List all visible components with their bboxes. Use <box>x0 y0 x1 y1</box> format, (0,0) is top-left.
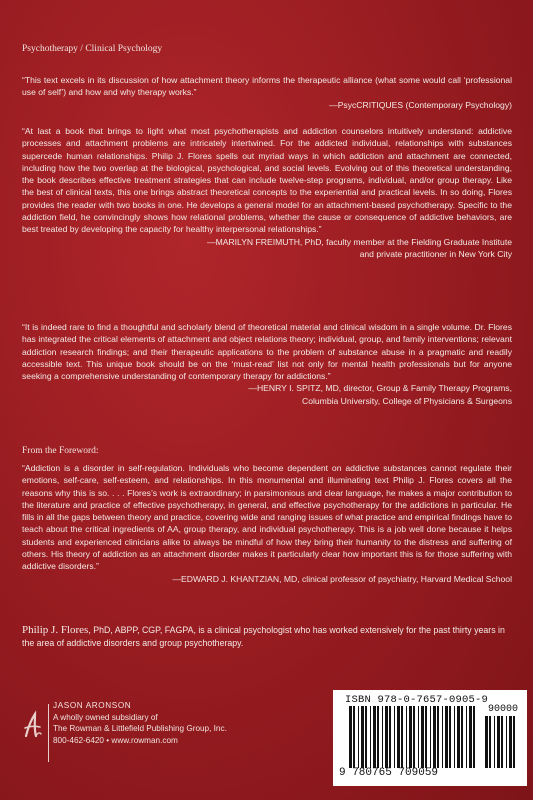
barcode-bar <box>433 706 436 768</box>
barcode-bar <box>382 706 383 768</box>
barcode-bar <box>489 716 491 768</box>
barcode-bar <box>385 706 388 768</box>
review-text: “At last a book that brings to light what most psychotherapists and addiction counselors intuitively understand: addictive processes and attachment problems are intricately intertwined. For the addicted individual, relationships with substances supercede human relationships. Philip J. Flores spells out myriad ways in which addiction and attachment are connected, including how the two overlap at the biological, psychological, and social levels. Evolving out of this theoretical understanding, the book describes effective treatment strategies that can include twelve-step programs, individual, and/or group therapy. Like the best of clinical texts, this one brings abstract theoretical concepts to the experiential and practical levels. In so doing, Flores provides the reader with two books in one. He develops a general model for an attachment-based psychotherapy. Specific to the addiction field, he convincingly shows how relational problems, whether the cause or consequence of addictive behaviors, are best treated by developing the capacity for healthy interpersonal relationships.” <box>22 126 512 235</box>
price-code: 90000 <box>487 704 518 715</box>
barcode-bar <box>349 706 352 768</box>
barcode-bar <box>469 706 472 768</box>
barcode-bar <box>473 706 475 768</box>
foreword-heading: From the Foreword: <box>22 446 99 456</box>
barcode-bar <box>370 706 371 768</box>
barcode-bar <box>373 706 376 768</box>
barcode-bar <box>377 706 379 768</box>
review-attribution: —MARILYN FREIMUTH, PhD, faculty member at the Fielding Graduate Institute <box>206 236 512 247</box>
barcode-bar <box>509 716 512 768</box>
publisher-divider <box>48 704 49 762</box>
barcode-bar <box>497 716 500 768</box>
author-bio <box>22 624 512 650</box>
barcode-bar <box>442 706 443 768</box>
barcode-bar <box>413 706 415 768</box>
barcode-bar <box>389 706 391 768</box>
barcode-bar <box>485 716 488 768</box>
publisher-name: JASON ARONSON <box>53 701 132 710</box>
review-blurb-2 <box>22 125 512 260</box>
addon-barcode-bars <box>485 716 519 768</box>
isbn-barcode <box>333 690 527 786</box>
barcode-bar <box>454 706 455 768</box>
barcode-bar <box>401 706 403 768</box>
review-attribution: —PsycCRITIQUES (Contemporary Psychology) <box>329 99 512 110</box>
barcode-bar <box>461 706 463 768</box>
barcode-bar <box>457 706 460 768</box>
barcode-bar <box>513 716 515 768</box>
review-attribution: —HENRY I. SPITZ, MD, director, Group & Family Therapy Programs, <box>248 383 512 394</box>
foreword-text: “Addiction is a disorder in self-regulation. Individuals who become dependent on addictive substances cannot regulate their emotions, self-care, self-esteem, and relationships. In this monumental and illuminating text Philip J. Flores covers all the reasons why this is so. . . . Flores’s work is extraordinary; in parsimonious and clear language, he makes a major contribution to the literature and practice of effective psychotherapy, in general, and effective psychotherapy for the addictions in particular. He fills in all the gaps between theory and practice, covering wide and ranging issues of what practice and empirical findings have to teach about the critical ingredients of AA, group therapy, and individual psychotherapy. This is a job well done because it helps students and experienced clinicians alike to always be mindful of how they bring their humanity to the distress and suffering of others. His theory of addiction as an attachment disorder makes it particularly clear how important this is for those suffering with addictive disorders.” <box>22 463 512 572</box>
barcode-bar <box>506 716 507 768</box>
barcode-bar <box>437 706 439 768</box>
review-text: “This text excels in its discussion of how attachment theory informs the therapeutic alliance (what some would call ‘professional use of self’) and how and why therapy works.” <box>22 75 512 98</box>
review-attribution-line-2: and private practitioner in New York City <box>359 248 512 259</box>
barcode-bar <box>466 706 467 768</box>
review-text: “It is indeed rare to find a thoughtful and scholarly blend of theoretical material and clinical wisdom in a single volume. Dr. Flores has integrated the critical elements of attachment and object relations theory; individual, group, and family interventions; relevant addiction research findings; and their therapeutic applications to the problem of substance abuse in a pragmatic and readily accessible text. This unique book should be on the ‘must-read’ list not only for mental health professionals but for anyone seeking a comprehensive understanding of contemporary therapy for addictions.” <box>22 322 512 382</box>
isbn-label: ISBN 978-0-7657-0905-9 <box>345 694 489 706</box>
barcode-bar <box>501 716 503 768</box>
jason-aronson-logo-icon <box>22 710 42 740</box>
publisher-contact: 800-462-6420 • www.rowman.com <box>53 735 178 745</box>
barcode-bar <box>394 706 395 768</box>
barcode-bar <box>445 706 448 768</box>
author-name: Philip J. Flores <box>22 624 89 636</box>
barcode-bar <box>421 706 424 768</box>
barcode-bar <box>425 706 427 768</box>
barcode-bar <box>358 706 359 768</box>
barcode-bar <box>361 706 364 768</box>
category-label: Psychotherapy / Clinical Psychology <box>22 44 163 54</box>
publisher-line: A wholly owned subsidiary of <box>53 712 158 722</box>
barcode-bar <box>418 706 419 768</box>
publisher-block <box>22 700 282 780</box>
publisher-line: The Rowman & Littlefield Publishing Group, Inc. <box>53 724 227 734</box>
barcode-bar <box>430 706 431 768</box>
barcode-bar <box>353 706 355 768</box>
barcode-bar <box>365 706 367 768</box>
review-attribution-line-2: Columbia University, College of Physicians & Surgeons <box>301 395 512 406</box>
barcode-bar <box>397 706 400 768</box>
ean-digits: 9 780765 709059 <box>339 767 439 779</box>
barcode-bar <box>494 716 495 768</box>
publisher-text <box>53 700 227 746</box>
barcode-bar <box>409 706 412 768</box>
review-blurb-1 <box>22 74 512 111</box>
foreword-attribution: —EDWARD J. KHANTZIAN, MD, clinical professor of psychiatry, Harvard Medical School <box>172 573 512 584</box>
barcode-bar <box>406 706 407 768</box>
ean-barcode-bars <box>349 706 479 768</box>
foreword-blurb <box>22 462 512 585</box>
barcode-bar <box>449 706 451 768</box>
author-bio-text: , PhD, ABPP, CGP, FAGPA, is a clinical psychologist who has worked extensively for the past thirty years in the area of addictive disorders and group psychotherapy. <box>22 625 505 648</box>
review-blurb-3 <box>22 321 512 407</box>
